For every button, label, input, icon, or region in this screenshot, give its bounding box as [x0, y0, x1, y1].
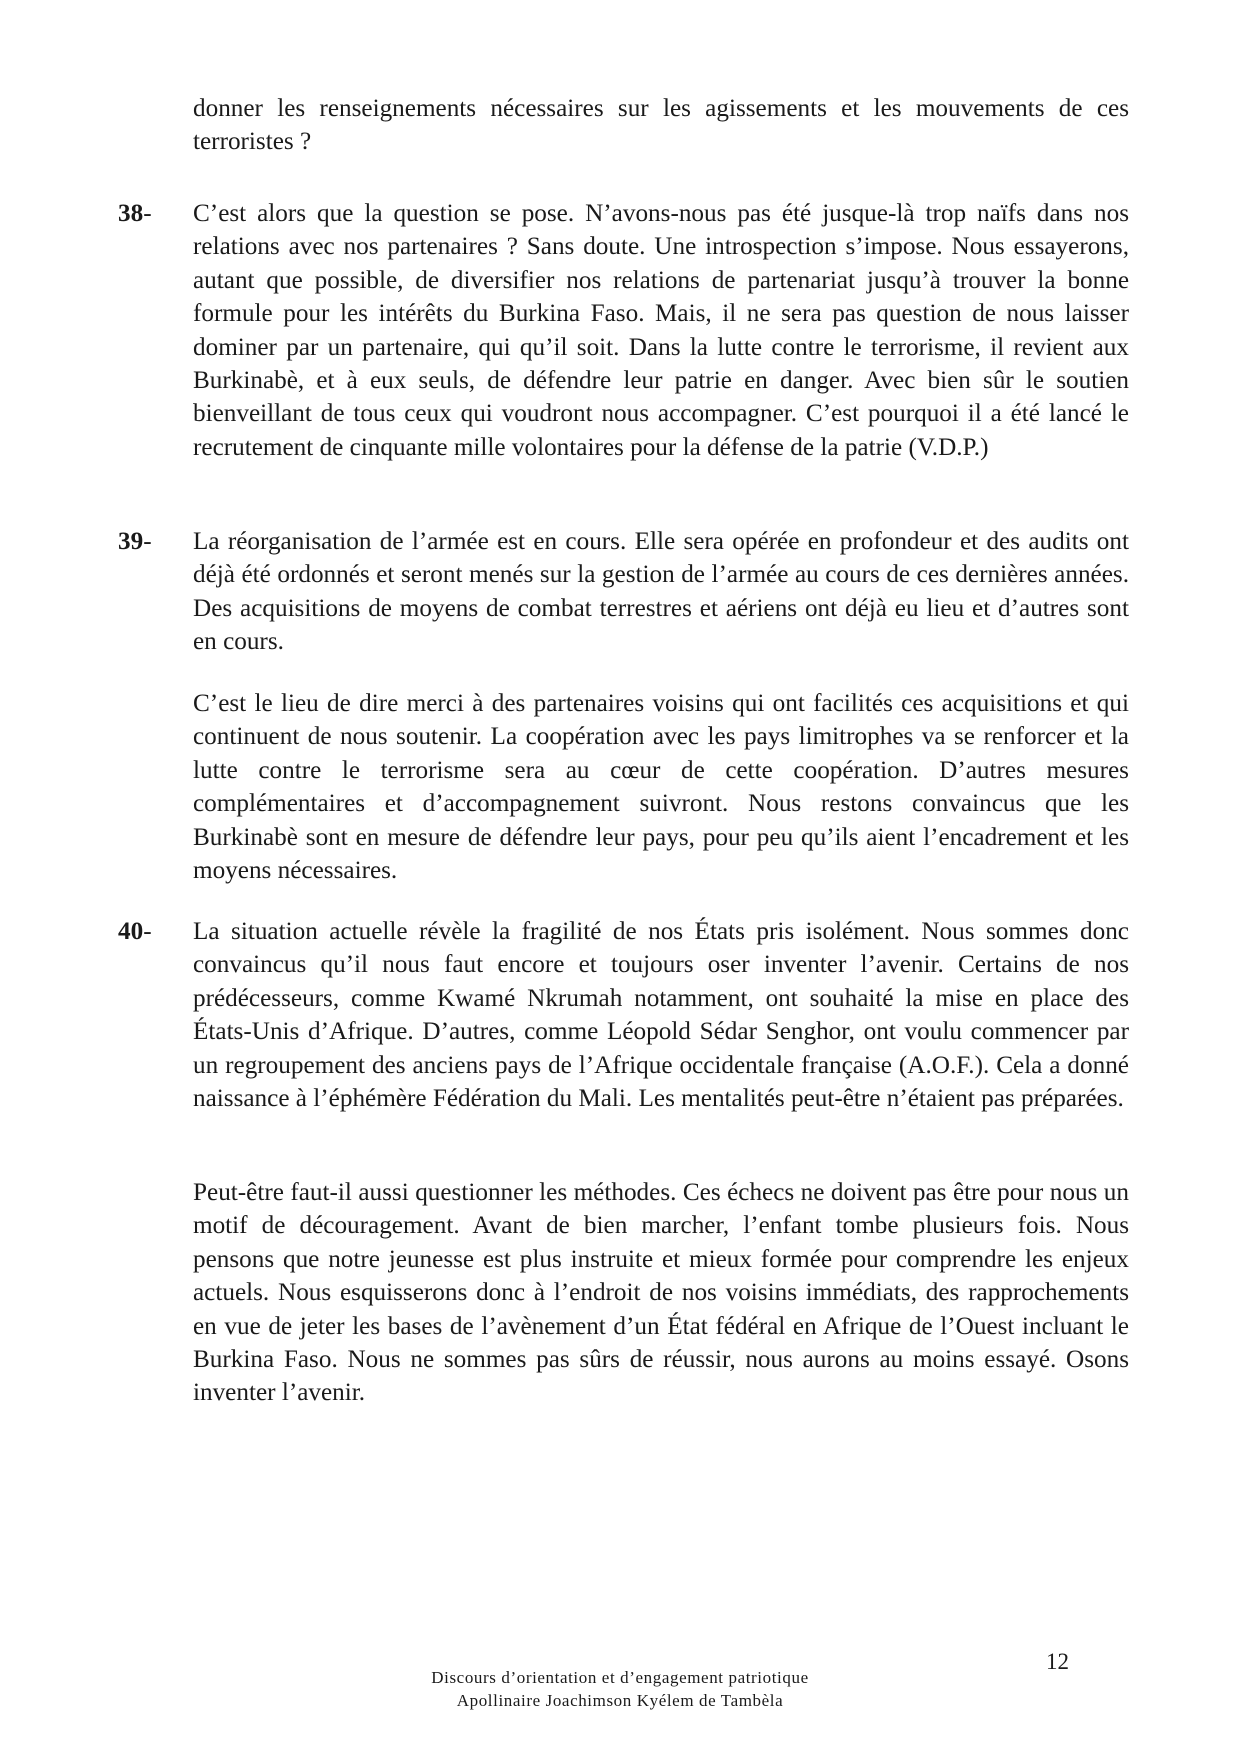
paragraph-40-continued: Peut-être faut-il aussi questionner les méthodes. Ces échecs ne doivent pas être pour nous un motif de découragement. Avant de bien marcher, l’enfant tombe plusieurs fois. Nous pensons que notre jeunesse est plus instruite et mieux formée pour comprendre les enjeux actuels. Nous esquisserons donc à l’endroit de nos voisins immédiats, des rapprochements en vue de jeter les bases de l’avènement d’un État fédéral en Afrique de l’Ouest incluant le Burkina Faso. Nous ne sommes pas sûrs de réussir, nous aurons au moins essayé. Osons inventer l’avenir. [193, 1179, 1129, 1407]
paragraph-number-value: 40 [118, 918, 144, 945]
paragraph-number-40 [118, 915, 152, 948]
paragraph-number-38 [118, 197, 152, 230]
paragraph-number-value: 39 [118, 528, 144, 555]
paragraph-39: La réorganisation de l’armée est en cours. Elle sera opérée en profondeur et des audits ont déjà été ordonnés et seront menés sur la gestion de l’armée au cours de ces dernières années. Des acquisitions de moyens de combat terrestres et aériens ont déjà eu lieu et d’autres sont en cours. [193, 528, 1129, 656]
paragraph-number-suffix: - [143, 918, 152, 945]
footer-title: Discours d’orientation et d’engagement patriotique [431, 1668, 809, 1687]
paragraph-number-suffix: - [143, 200, 152, 227]
paragraph-number-39 [118, 525, 152, 558]
page-number: 12 [1046, 1649, 1069, 1674]
paragraph-number-suffix: - [143, 528, 152, 555]
footer-author: Apollinaire Joachimson Kyélem de Tambèla [456, 1691, 784, 1710]
paragraph-39-continued: C’est le lieu de dire merci à des partenaires voisins qui ont facilités ces acquisitions et qui continuent de nous soutenir. La coopération avec les pays limitrophes va se renforcer et la lutte contre le terrorisme sera au cœur de cette coopération. D’autres mesures complémentaires et d’accompagnement suivront. Nous restons convaincus que les Burkinabè sont en mesure de défendre leur pays, pour peu qu’ils aient l’encadrement et les moyens nécessaires. [193, 690, 1129, 885]
paragraph-number-value: 38 [118, 200, 144, 227]
paragraph-38: C’est alors que la question se pose. N’avons-nous pas été jusque-là trop naïfs dans nos relations avec nos partenaires ? Sans doute. Une introspection s’impose. Nous essayerons, autant que possible, de diversifier nos relations de partenariat jusqu’à trouver la bonne formule pour les intérêts du Burkina Faso. Mais, il ne sera pas question de nous laisser dominer par un partenaire, qui qu’il soit. Dans la lutte contre le terrorisme, il revient aux Burkinabè, et à eux seuls, de défendre leur patrie en danger. Avec bien sûr le soutien bienveillant de tous ceux qui voudront nous accompagner. C’est pourquoi il a été lancé le recrutement de cinquante mille volontaires pour la défense de la patrie (V.D.P.) [193, 200, 1129, 461]
paragraph-40: La situation actuelle révèle la fragilité de nos États pris isolément. Nous sommes donc convaincus qu’il nous faut encore et toujours oser inventer l’avenir. Certains de nos prédécesseurs, comme Kwamé Nkrumah notamment, ont souhaité la mise en place des États-Unis d’Afrique. D’autres, comme Léopold Sédar Senghor, ont voulu commencer par un regroupement des anciens pays de l’Afrique occidentale française (A.O.F.). Cela a donné naissance à l’éphémère Fédération du Mali. Les mentalités peut-être n’étaient pas préparées. [193, 918, 1129, 1113]
paragraph-continued: donner les renseignements nécessaires sur les agissements et les mouvements de ces terroristes ? [193, 95, 1129, 156]
page-footer [380, 1666, 860, 1712]
